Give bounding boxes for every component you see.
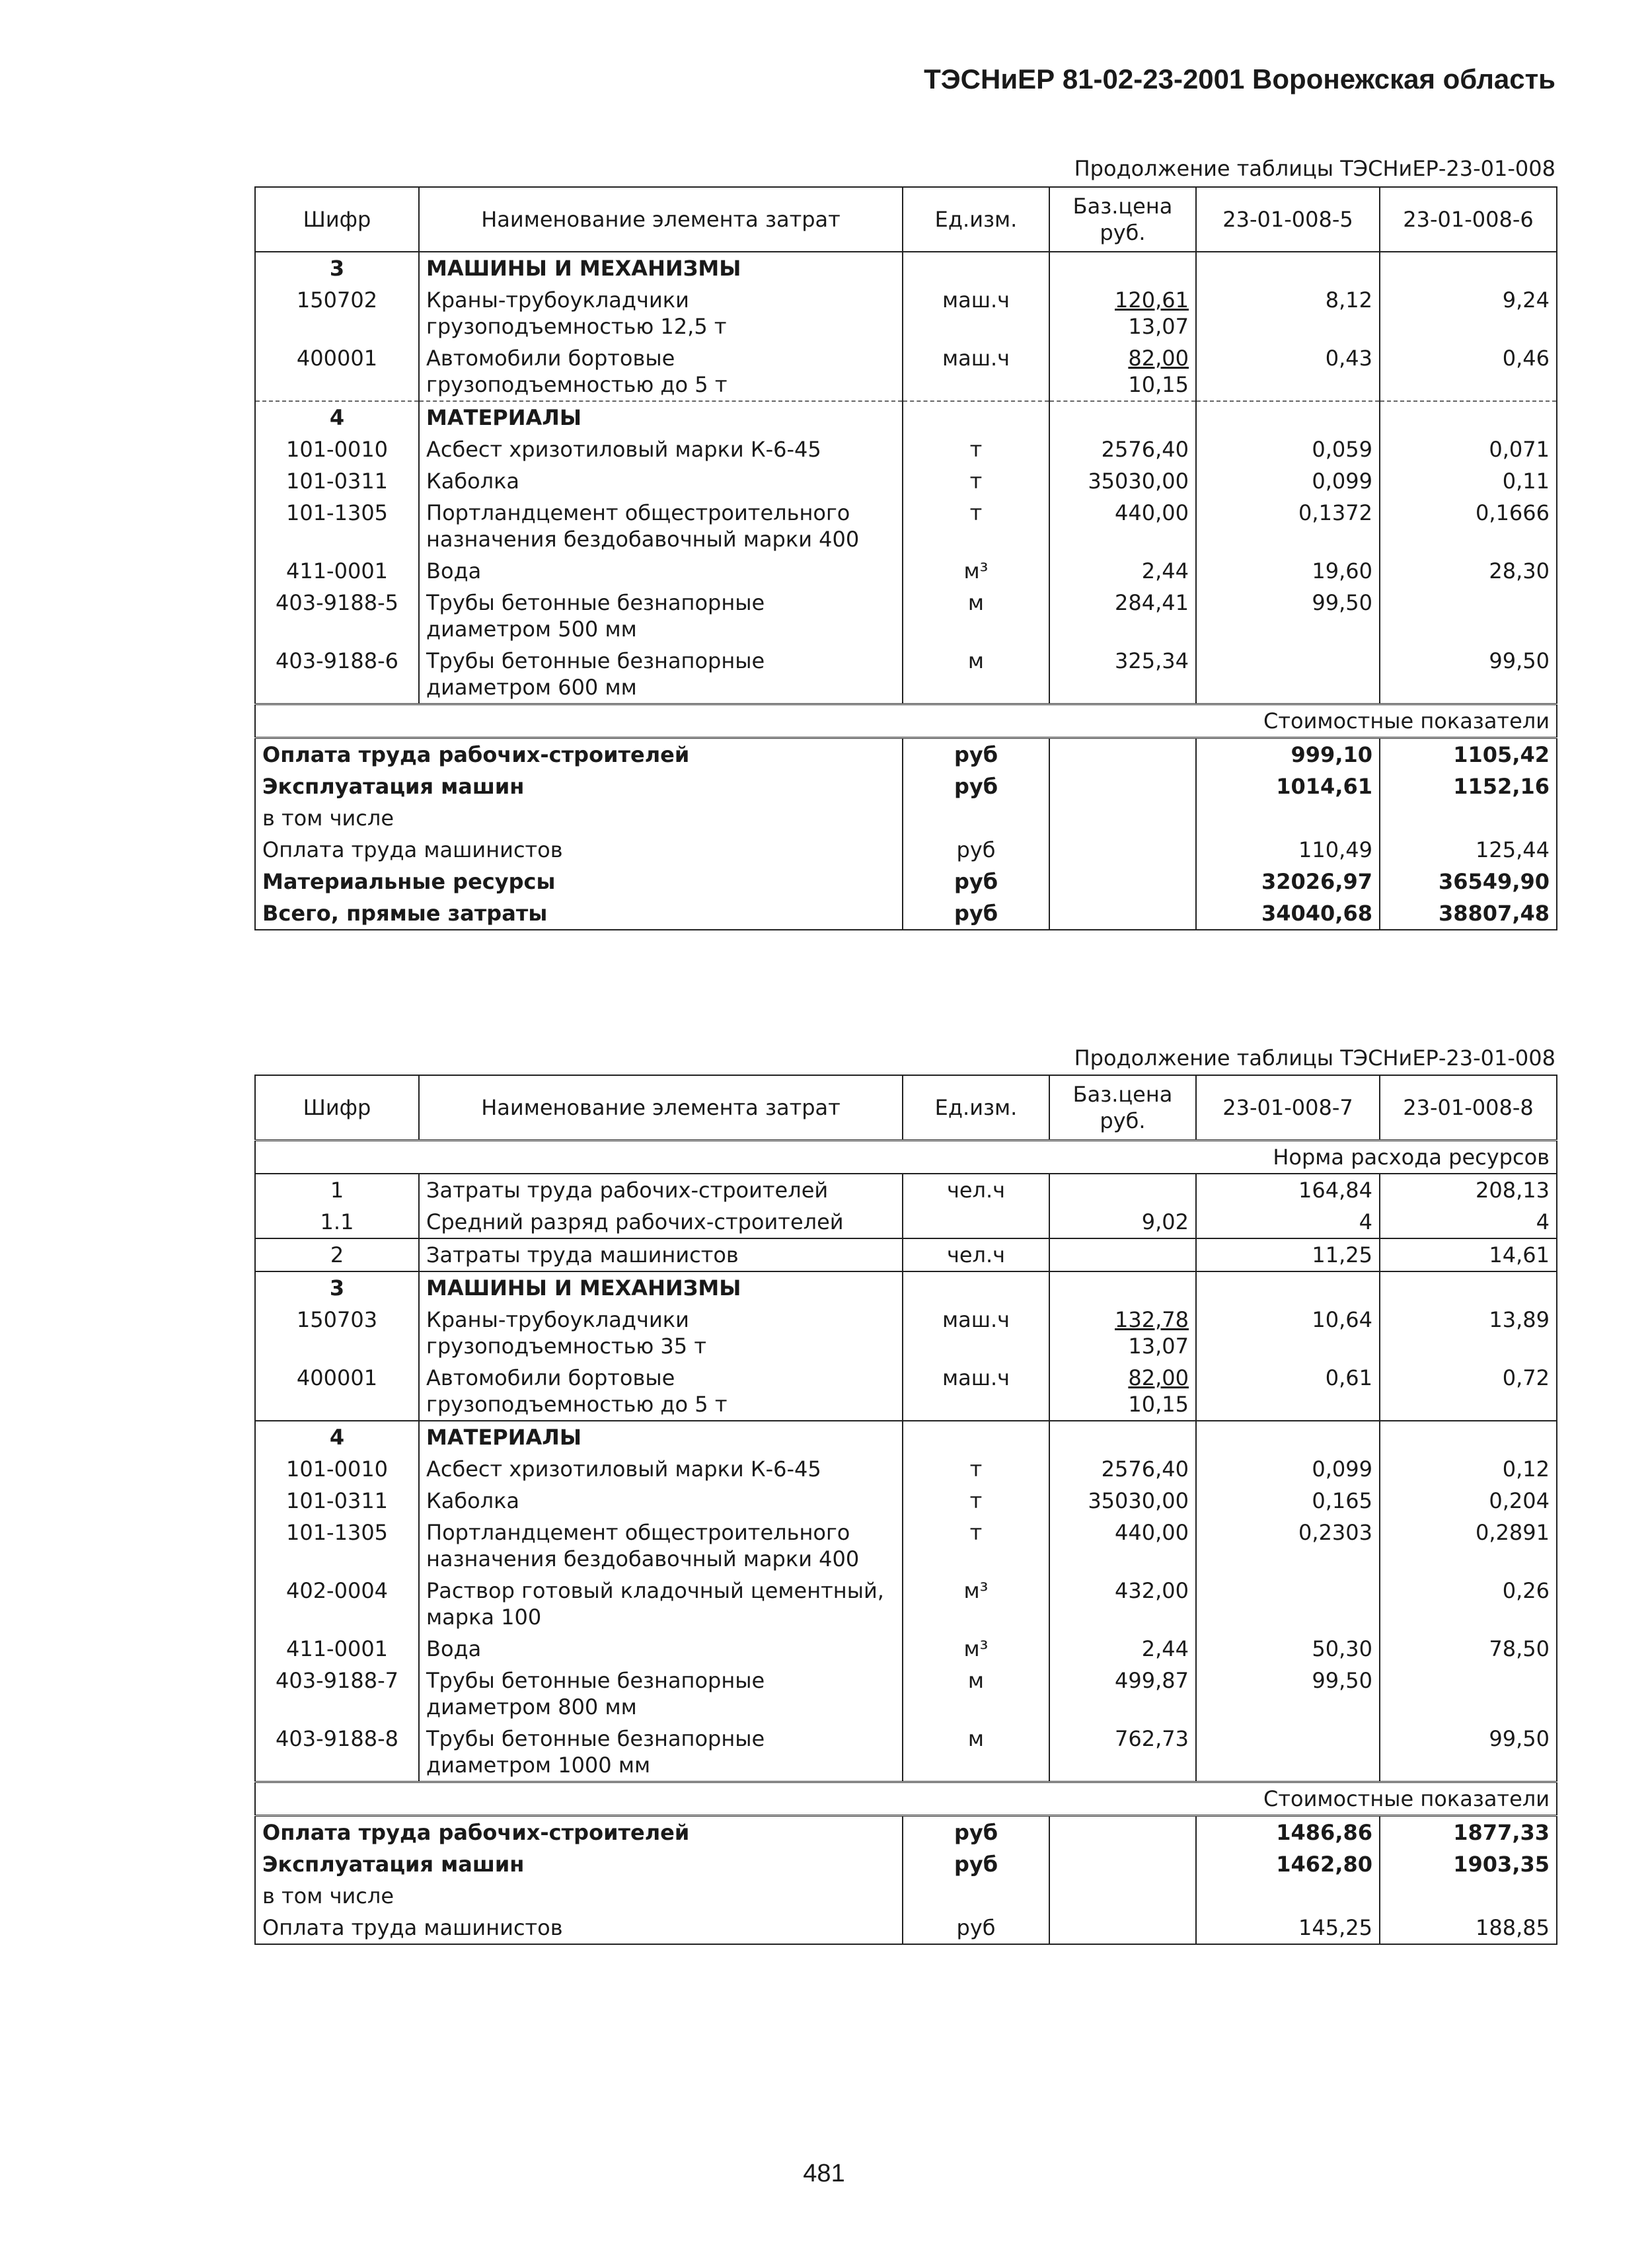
row-code: 1 bbox=[255, 1174, 419, 1206]
summary-row bbox=[255, 1880, 1557, 1912]
value-a: 10,64 bbox=[1196, 1304, 1380, 1362]
section-code: 4 bbox=[255, 1421, 419, 1453]
summary-row bbox=[255, 738, 1557, 771]
value-a: 8,12 bbox=[1196, 284, 1380, 342]
value-b: 0,071 bbox=[1380, 434, 1557, 465]
value-a: 0,099 bbox=[1196, 1453, 1380, 1485]
row-name: Асбест хризотиловый марки К-6-45 bbox=[419, 1453, 903, 1485]
row-name: Каболка bbox=[419, 465, 903, 497]
summary-label: Оплата труда машинистов bbox=[255, 834, 903, 866]
value-b: 0,11 bbox=[1380, 465, 1557, 497]
summary-unit: руб bbox=[903, 1816, 1049, 1849]
base-price: 440,00 bbox=[1049, 497, 1196, 555]
row-code: 101-0311 bbox=[255, 1485, 419, 1517]
base-price: 325,34 bbox=[1049, 645, 1196, 704]
row-unit: м³ bbox=[903, 1575, 1049, 1633]
header-name: Наименование элемента затрат bbox=[419, 1075, 903, 1141]
value-b: 99,50 bbox=[1380, 1723, 1557, 1782]
value-a: 0,2303 bbox=[1196, 1517, 1380, 1575]
row-unit: т bbox=[903, 1517, 1049, 1575]
base-price: 440,00 bbox=[1049, 1517, 1196, 1575]
summary-unit: руб bbox=[903, 771, 1049, 802]
header-col-b: 23-01-008-6 bbox=[1380, 187, 1557, 252]
summary-label: Оплата труда рабочих-строителей bbox=[255, 738, 903, 771]
table-row bbox=[255, 1485, 1557, 1517]
summary-value-b: 188,85 bbox=[1380, 1912, 1557, 1944]
summary-value-a bbox=[1196, 802, 1380, 834]
value-a: 0,43 bbox=[1196, 342, 1380, 401]
table-row bbox=[255, 284, 1557, 342]
table-caption: Продолжение таблицы ТЭСНиЕР-23-01-008 bbox=[1074, 1045, 1555, 1071]
table-row bbox=[255, 434, 1557, 465]
value-b: 0,2891 bbox=[1380, 1517, 1557, 1575]
row-unit: м bbox=[903, 587, 1049, 645]
row-unit: т bbox=[903, 434, 1049, 465]
row-code: 150703 bbox=[255, 1304, 419, 1362]
row-name: Вода bbox=[419, 1633, 903, 1665]
table-row bbox=[255, 1304, 1557, 1362]
value-a: 11,25 bbox=[1196, 1238, 1380, 1271]
row-name: Трубы бетонные безнапорные диаметром 500 мм bbox=[419, 587, 903, 645]
row-name: Портландцемент общестроительного назначения бездобавочный марки 400 bbox=[419, 497, 903, 555]
summary-value-a: 32026,97 bbox=[1196, 866, 1380, 897]
table-row bbox=[255, 1453, 1557, 1485]
value-a: 99,50 bbox=[1196, 1665, 1380, 1723]
table-caption: Продолжение таблицы ТЭСНиЕР-23-01-008 bbox=[1074, 156, 1555, 181]
row-unit: т bbox=[903, 1485, 1049, 1517]
row-code: 411-0001 bbox=[255, 555, 419, 587]
value-b bbox=[1380, 1665, 1557, 1723]
summary-value-b: 1877,33 bbox=[1380, 1816, 1557, 1849]
row-unit: маш.ч bbox=[903, 342, 1049, 401]
summary-row bbox=[255, 771, 1557, 802]
row-name: Раствор готовый кладочный цементный, марка 100 bbox=[419, 1575, 903, 1633]
summary-value-b: 1903,35 bbox=[1380, 1848, 1557, 1880]
summary-row bbox=[255, 897, 1557, 930]
row-name: Автомобили бортовые грузоподъемностью до 5 т bbox=[419, 1362, 903, 1421]
section-code: 3 bbox=[255, 1271, 419, 1304]
section-title: МАТЕРИАЛЫ bbox=[419, 1421, 903, 1453]
table-row bbox=[255, 1723, 1557, 1782]
document-header: ТЭСНиЕР 81-02-23-2001 Воронежская область bbox=[924, 63, 1555, 94]
header-unit: Ед.изм. bbox=[903, 1075, 1049, 1141]
summary-value-b: 38807,48 bbox=[1380, 897, 1557, 930]
row-code: 400001 bbox=[255, 342, 419, 401]
base-labor-price: 10,15 bbox=[1128, 372, 1189, 397]
section-title: МАШИНЫ И МЕХАНИЗМЫ bbox=[419, 252, 903, 284]
cost-band-label: Стоимостные показатели bbox=[255, 1782, 1557, 1816]
header-base-price: Баз.цена руб. bbox=[1049, 1075, 1196, 1141]
table-row bbox=[255, 555, 1557, 587]
summary-unit bbox=[903, 802, 1049, 834]
header-row bbox=[255, 1075, 1557, 1141]
summary-value-b: 1152,16 bbox=[1380, 771, 1557, 802]
value-a: 0,059 bbox=[1196, 434, 1380, 465]
value-b: 99,50 bbox=[1380, 645, 1557, 704]
summary-value-b: 1105,42 bbox=[1380, 738, 1557, 771]
summary-label: Оплата труда машинистов bbox=[255, 1912, 903, 1944]
table-row bbox=[255, 1238, 1557, 1271]
summary-label: в том числе bbox=[255, 1880, 903, 1912]
summary-label: Материальные ресурсы bbox=[255, 866, 903, 897]
resource-table-1 bbox=[254, 186, 1557, 930]
base-price: 82,00 bbox=[1128, 1365, 1189, 1390]
row-unit: чел.ч bbox=[903, 1174, 1049, 1206]
base-price: 499,87 bbox=[1049, 1665, 1196, 1723]
summary-row bbox=[255, 802, 1557, 834]
section-row bbox=[255, 252, 1557, 284]
summary-value-a: 1486,86 bbox=[1196, 1816, 1380, 1849]
cost-band bbox=[255, 1782, 1557, 1816]
row-code: 403-9188-7 bbox=[255, 1665, 419, 1723]
value-a: 4 bbox=[1196, 1206, 1380, 1238]
table-row bbox=[255, 1665, 1557, 1723]
base-price: 35030,00 bbox=[1049, 1485, 1196, 1517]
table-row bbox=[255, 1517, 1557, 1575]
summary-value-b: 36549,90 bbox=[1380, 866, 1557, 897]
summary-value-a: 145,25 bbox=[1196, 1912, 1380, 1944]
value-b: 0,204 bbox=[1380, 1485, 1557, 1517]
value-a: 0,1372 bbox=[1196, 497, 1380, 555]
page-number: 481 bbox=[803, 2160, 845, 2187]
row-code: 403-9188-6 bbox=[255, 645, 419, 704]
value-b: 14,61 bbox=[1380, 1238, 1557, 1271]
base-price: 120,61 bbox=[1115, 287, 1189, 313]
header-row bbox=[255, 187, 1557, 252]
value-b: 0,1666 bbox=[1380, 497, 1557, 555]
summary-value-a: 1014,61 bbox=[1196, 771, 1380, 802]
row-unit: м bbox=[903, 1665, 1049, 1723]
base-price: 9,02 bbox=[1049, 1206, 1196, 1238]
value-b: 0,26 bbox=[1380, 1575, 1557, 1633]
section-code: 3 bbox=[255, 252, 419, 284]
summary-label: Эксплуатация машин bbox=[255, 1848, 903, 1880]
table-row bbox=[255, 465, 1557, 497]
summary-unit: руб bbox=[903, 897, 1049, 930]
summary-label: в том числе bbox=[255, 802, 903, 834]
base-labor-price: 13,07 bbox=[1128, 314, 1189, 339]
row-code: 101-0311 bbox=[255, 465, 419, 497]
row-code: 150702 bbox=[255, 284, 419, 342]
row-name: Каболка bbox=[419, 1485, 903, 1517]
cost-band bbox=[255, 704, 1557, 738]
row-unit: м bbox=[903, 645, 1049, 704]
summary-row bbox=[255, 1848, 1557, 1880]
table-row bbox=[255, 1362, 1557, 1421]
header-base-price: Баз.цена руб. bbox=[1049, 187, 1196, 252]
value-a bbox=[1196, 1723, 1380, 1782]
row-unit: т bbox=[903, 465, 1049, 497]
row-unit: маш.ч bbox=[903, 284, 1049, 342]
row-name: Средний разряд рабочих-строителей bbox=[419, 1206, 903, 1238]
base-price: 2576,40 bbox=[1049, 1453, 1196, 1485]
row-code: 2 bbox=[255, 1238, 419, 1271]
table-row bbox=[255, 1633, 1557, 1665]
table-row bbox=[255, 1174, 1557, 1206]
value-b: 0,12 bbox=[1380, 1453, 1557, 1485]
summary-value-a: 1462,80 bbox=[1196, 1848, 1380, 1880]
base-labor-price: 13,07 bbox=[1128, 1334, 1189, 1359]
value-b: 9,24 bbox=[1380, 284, 1557, 342]
base-price bbox=[1049, 1174, 1196, 1206]
base-price: 2,44 bbox=[1049, 555, 1196, 587]
section-row bbox=[255, 401, 1557, 434]
row-unit: м³ bbox=[903, 555, 1049, 587]
row-code: 403-9188-8 bbox=[255, 1723, 419, 1782]
summary-unit bbox=[903, 1880, 1049, 1912]
row-code: 403-9188-5 bbox=[255, 587, 419, 645]
summary-row bbox=[255, 1816, 1557, 1849]
header-code: Шифр bbox=[255, 187, 419, 252]
summary-unit: руб bbox=[903, 834, 1049, 866]
table-row bbox=[255, 587, 1557, 645]
summary-unit: руб bbox=[903, 866, 1049, 897]
row-name: Краны-трубоукладчики грузоподъемностью 12,5 т bbox=[419, 284, 903, 342]
norm-band bbox=[255, 1141, 1557, 1174]
base-price: 35030,00 bbox=[1049, 465, 1196, 497]
row-name: Трубы бетонные безнапорные диаметром 1000 мм bbox=[419, 1723, 903, 1782]
summary-value-b: 125,44 bbox=[1380, 834, 1557, 866]
row-code: 101-1305 bbox=[255, 497, 419, 555]
value-a: 0,099 bbox=[1196, 465, 1380, 497]
row-unit: м³ bbox=[903, 1633, 1049, 1665]
row-name: Портландцемент общестроительного назначения бездобавочный марки 400 bbox=[419, 1517, 903, 1575]
table-row bbox=[255, 497, 1557, 555]
value-b: 0,46 bbox=[1380, 342, 1557, 401]
value-a: 50,30 bbox=[1196, 1633, 1380, 1665]
value-a bbox=[1196, 1575, 1380, 1633]
summary-unit: руб bbox=[903, 738, 1049, 771]
row-code: 411-0001 bbox=[255, 1633, 419, 1665]
row-code: 101-0010 bbox=[255, 434, 419, 465]
summary-value-a: 110,49 bbox=[1196, 834, 1380, 866]
base-labor-price: 10,15 bbox=[1128, 1392, 1189, 1417]
row-code: 402-0004 bbox=[255, 1575, 419, 1633]
row-code: 1.1 bbox=[255, 1206, 419, 1238]
value-b: 78,50 bbox=[1380, 1633, 1557, 1665]
value-a bbox=[1196, 645, 1380, 704]
header-col-b: 23-01-008-8 bbox=[1380, 1075, 1557, 1141]
row-name: Затраты труда машинистов bbox=[419, 1238, 903, 1271]
base-price: 2576,40 bbox=[1049, 434, 1196, 465]
row-name: Вода bbox=[419, 555, 903, 587]
row-code: 101-1305 bbox=[255, 1517, 419, 1575]
resource-table-2 bbox=[254, 1075, 1557, 1945]
summary-unit: руб bbox=[903, 1848, 1049, 1880]
value-b: 4 bbox=[1380, 1206, 1557, 1238]
base-price: 132,78 bbox=[1115, 1307, 1189, 1332]
section-code: 4 bbox=[255, 401, 419, 434]
value-b: 0,72 bbox=[1380, 1362, 1557, 1421]
summary-value-a: 999,10 bbox=[1196, 738, 1380, 771]
summary-row bbox=[255, 866, 1557, 897]
row-unit: м bbox=[903, 1723, 1049, 1782]
section-row bbox=[255, 1271, 1557, 1304]
row-code: 400001 bbox=[255, 1362, 419, 1421]
summary-unit: руб bbox=[903, 1912, 1049, 1944]
base-price bbox=[1049, 1238, 1196, 1271]
value-a: 19,60 bbox=[1196, 555, 1380, 587]
row-name: Трубы бетонные безнапорные диаметром 800 мм bbox=[419, 1665, 903, 1723]
value-a: 164,84 bbox=[1196, 1174, 1380, 1206]
summary-label: Эксплуатация машин bbox=[255, 771, 903, 802]
row-name: Автомобили бортовые грузоподъемностью до 5 т bbox=[419, 342, 903, 401]
table-row bbox=[255, 1206, 1557, 1238]
table-row bbox=[255, 645, 1557, 704]
header-name: Наименование элемента затрат bbox=[419, 187, 903, 252]
row-unit: маш.ч bbox=[903, 1304, 1049, 1362]
header-col-a: 23-01-008-5 bbox=[1196, 187, 1380, 252]
section-row bbox=[255, 1421, 1557, 1453]
row-name: Асбест хризотиловый марки К-6-45 bbox=[419, 434, 903, 465]
base-price: 762,73 bbox=[1049, 1723, 1196, 1782]
row-unit: т bbox=[903, 1453, 1049, 1485]
summary-value-b bbox=[1380, 802, 1557, 834]
summary-row bbox=[255, 834, 1557, 866]
summary-label: Оплата труда рабочих-строителей bbox=[255, 1816, 903, 1849]
base-price: 2,44 bbox=[1049, 1633, 1196, 1665]
base-price: 284,41 bbox=[1049, 587, 1196, 645]
summary-row bbox=[255, 1912, 1557, 1944]
row-unit: т bbox=[903, 497, 1049, 555]
row-code: 101-0010 bbox=[255, 1453, 419, 1485]
value-a: 99,50 bbox=[1196, 587, 1380, 645]
value-b bbox=[1380, 587, 1557, 645]
summary-value-a bbox=[1196, 1880, 1380, 1912]
row-name: Затраты труда рабочих-строителей bbox=[419, 1174, 903, 1206]
row-unit bbox=[903, 1206, 1049, 1238]
value-a: 0,165 bbox=[1196, 1485, 1380, 1517]
header-col-a: 23-01-008-7 bbox=[1196, 1075, 1380, 1141]
row-name: Трубы бетонные безнапорные диаметром 600 мм bbox=[419, 645, 903, 704]
summary-value-a: 34040,68 bbox=[1196, 897, 1380, 930]
base-price: 82,00 bbox=[1128, 346, 1189, 371]
cost-band-label: Стоимостные показатели bbox=[255, 704, 1557, 738]
value-b: 28,30 bbox=[1380, 555, 1557, 587]
section-title: МАШИНЫ И МЕХАНИЗМЫ bbox=[419, 1271, 903, 1304]
value-a: 0,61 bbox=[1196, 1362, 1380, 1421]
row-name: Краны-трубоукладчики грузоподъемностью 35 т bbox=[419, 1304, 903, 1362]
row-unit: маш.ч bbox=[903, 1362, 1049, 1421]
norm-band-label: Норма расхода ресурсов bbox=[255, 1141, 1557, 1174]
header-unit: Ед.изм. bbox=[903, 187, 1049, 252]
row-unit: чел.ч bbox=[903, 1238, 1049, 1271]
table-row bbox=[255, 1575, 1557, 1633]
summary-value-b bbox=[1380, 1880, 1557, 1912]
value-b: 13,89 bbox=[1380, 1304, 1557, 1362]
table-row bbox=[255, 342, 1557, 401]
base-price: 432,00 bbox=[1049, 1575, 1196, 1633]
summary-label: Всего, прямые затраты bbox=[255, 897, 903, 930]
value-b: 208,13 bbox=[1380, 1174, 1557, 1206]
header-code: Шифр bbox=[255, 1075, 419, 1141]
section-title: МАТЕРИАЛЫ bbox=[419, 401, 903, 434]
